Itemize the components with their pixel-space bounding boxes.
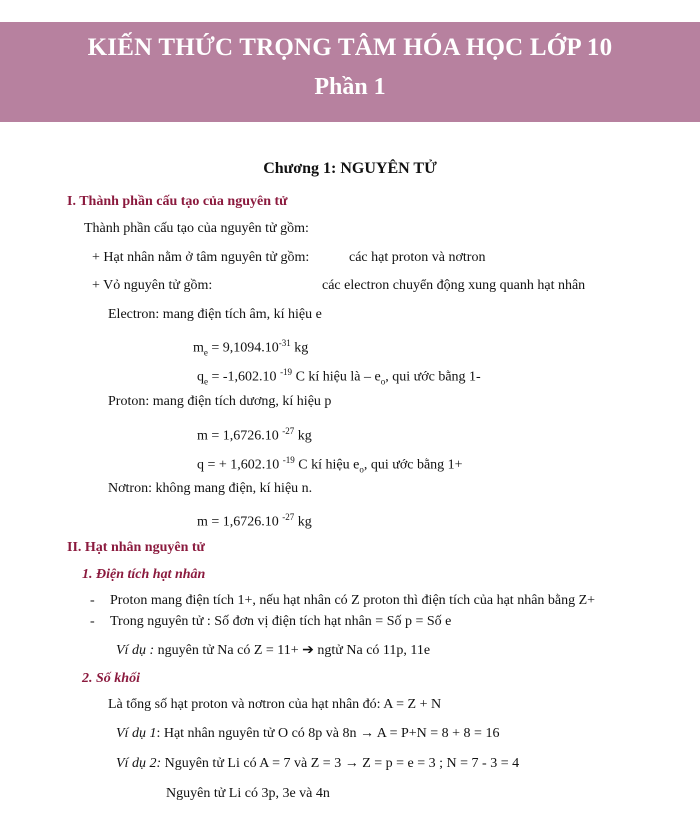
example-2: Ví dụ 2: Nguyên tử Li có A = 7 và Z = 3 → Z = p = e = 3 ; N = 7 - 3 = 4 xyxy=(116,756,520,771)
proton-description: Proton: mang điện tích dương, kí hiệu p xyxy=(108,394,332,409)
example-1: Ví dụ 1: Hạt nhân nguyên tử O có 8p và 8n → A = P+N = 8 + 8 = 16 xyxy=(116,726,500,741)
bullet-text-1: Proton mang điện tích 1+, nếu hạt nhân có Z proton thì điện tích của hạt nhân bằng Z+ xyxy=(110,593,596,608)
electron-description: Electron: mang điện tích âm, kí hiệu e xyxy=(108,307,322,322)
bullet-text-2: Trong nguyên tử : Số đơn vị điện tích hạt nhân = Số p = Số e xyxy=(110,614,452,629)
page-subtitle: Phần 1 xyxy=(314,74,386,100)
neutron-description: Nơtron: không mang điện, kí hiệu n. xyxy=(108,481,313,496)
neutron-mass: m = 1,6726.10 $^{-27}$ kg xyxy=(197,512,312,530)
shell-value: các electron chuyển động xung quanh hạt nhân xyxy=(322,278,586,293)
bullet-dash: - xyxy=(90,614,95,629)
shell-label: + Vỏ nguyên tử gồm: xyxy=(92,278,213,293)
proton-mass: m = 1,6726.10 $^{-27}$ kg xyxy=(197,426,312,444)
example-na: Ví dụ : nguyên tử Na có Z = 11+ ➔ ngtử Na có 11p, 11e xyxy=(116,643,431,658)
arrow-icon: ➔ xyxy=(302,643,314,658)
mass-number-definition: Là tổng số hạt proton và nơtron của hạt nhân đó: A = Z + N xyxy=(108,697,442,712)
example-2-result: Nguyên tử Li có 3p, 3e và 4n xyxy=(166,786,330,801)
page-title: KIẾN THỨC TRỌNG TÂM HÓA HỌC LỚP 10 xyxy=(87,34,613,61)
electron-charge: $q_e = -1,602.10$ $^{-19}$ C kí hiệu là – $e_o$, qui ước bằng 1- xyxy=(197,367,481,387)
intro-text: Thành phần cấu tạo của nguyên tử gồm: xyxy=(84,221,309,236)
section-heading-2: II. Hạt nhân nguyên tử xyxy=(67,540,205,555)
chapter-title: Chương 1: NGUYÊN TỬ xyxy=(263,160,437,177)
subsection-heading-1: 1. Điện tích hạt nhân xyxy=(82,567,206,582)
bullet-dash: - xyxy=(90,593,95,608)
nucleus-label: + Hạt nhân nằm ở tâm nguyên tử gồm: xyxy=(92,250,310,265)
section-heading-1: I. Thành phần cấu tạo của nguyên tử xyxy=(67,194,288,209)
electron-mass: $m_e = 9,1094.10^{-31}$ kg xyxy=(193,338,309,358)
subsection-heading-2: 2. Số khối xyxy=(82,671,140,686)
title-banner xyxy=(0,22,700,122)
proton-charge: q = + 1,602.10 $^{-19}$ C kí hiệu $e_o$, qui ước bằng 1+ xyxy=(197,455,463,475)
nucleus-value: các hạt proton và nơtron xyxy=(349,250,486,265)
